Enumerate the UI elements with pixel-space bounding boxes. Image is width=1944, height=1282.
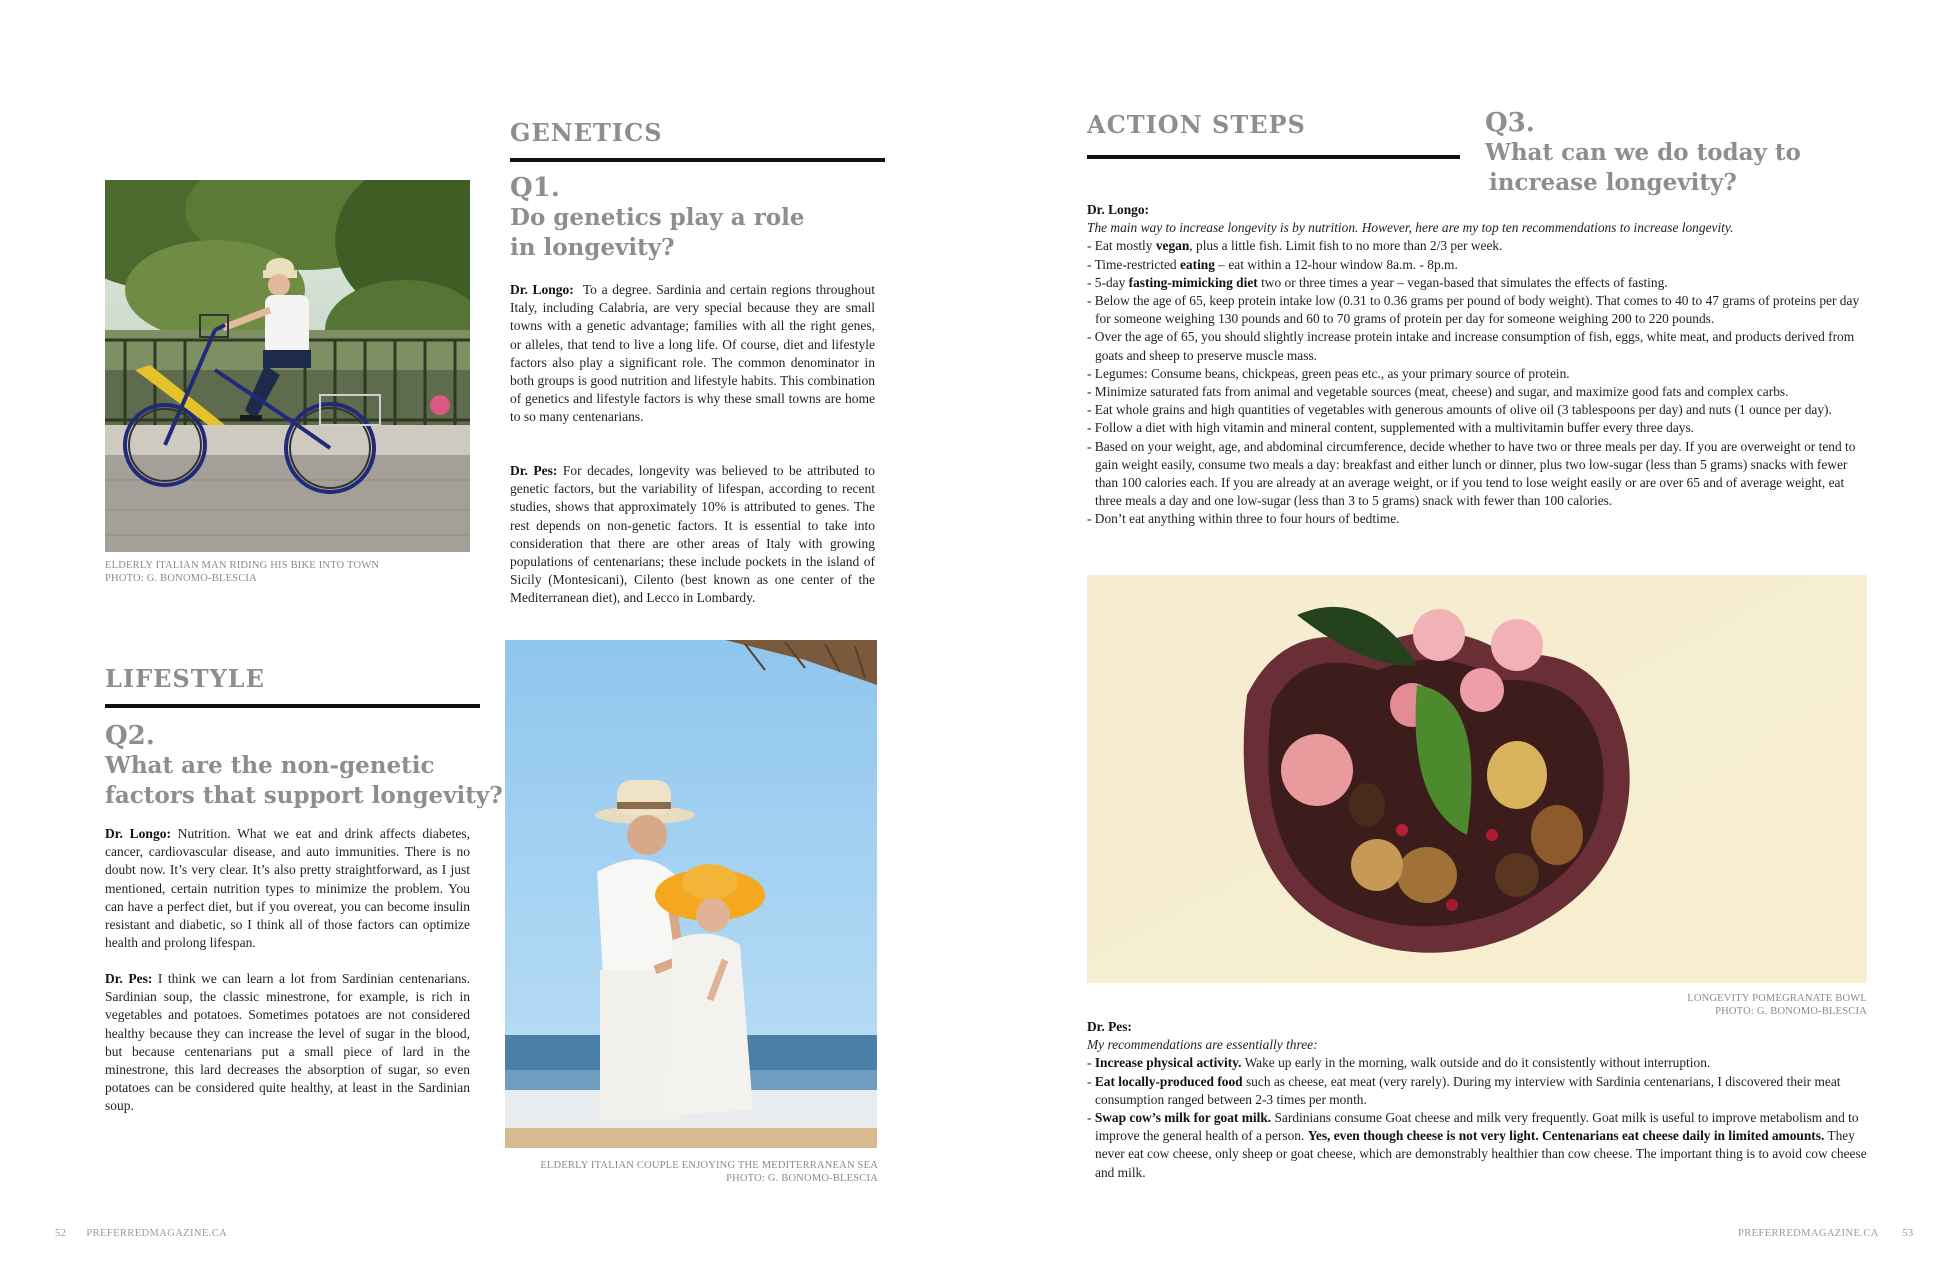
item-emphasis: eating	[1179, 256, 1215, 272]
answer-q1-longo	[510, 281, 875, 427]
item-emphasis: vegan	[1155, 238, 1190, 254]
item-emphasis: fasting-mimicking diet	[1128, 274, 1258, 290]
question-number: Q1.	[510, 173, 560, 203]
recommendation-item	[1087, 328, 1872, 364]
question-q3	[1485, 108, 1815, 198]
photo-bowl-caption	[1487, 992, 1867, 1018]
item-text: - Eat mostly	[1087, 238, 1156, 254]
item-text: - Below the age of 65, keep protein intake low (0.31 to 0.36 grams per pound of body weight). That comes to 40 to 47 grams of proteins per day for someone weighing 130 pounds and 60 to 70 grams of protein per day for someone weighing 200 to 220 pounds.	[1087, 293, 1860, 327]
item-text: Sardinians consume Goat cheese and milk very frequently. Goat milk is useful to improve metabolism and to improve the general health of a person.	[1095, 1110, 1859, 1144]
answer-text: To a degree. Sardinia and certain regions throughout Italy, including Calabria, are very special because they are small towns with a genetic advantage; families with all the right genes, or alleles, that tend to live a long life. Of course, diet and lifestyle factors also play a significant role. The common denominator in both groups is good nutrition and lifestyle habits. This combination of genetics and lifestyle factors is why these small towns are home to so many centenarians.	[510, 282, 875, 425]
answer-text: Nutrition. What we eat and drink affects diabetes, cancer, cardiovascular disease, and auto immunities. There is no doubt now. It’s very clear. It’s also pretty straightforward, as I just mentioned, certain nutrition types to minimize the problem. You can have a perfect diet, but if you overeat, you can become insulin resistant and diabetic, so I think all of those factors can optimize health and prolong lifespan.	[105, 826, 471, 951]
section-title-lifestyle: LIFESTYLE	[105, 664, 265, 693]
answer-text: I think we can learn a lot from Sardinian centenarians. Sardinian soup, the classic minestrone, for example, is rich in vegetables and potatoes. Sometimes potatoes are not considered healthy because they can increase the level of sugar in the blood, but because centenarians put a small piece of lard in the minestrone, this lard decreases the absorption of sugar, so even potatoes can be considered quite healthy, at least in the Sardinian soup.	[105, 971, 471, 1114]
photo-bike-caption	[105, 559, 505, 585]
question-line-1: Do genetics play a role	[510, 204, 805, 231]
recommendation-item	[1087, 274, 1872, 292]
answer-text: For decades, longevity was believed to be attributed to genetic factors, but the variability of lifespan, according to recent studies, shows that approximately 10% is attributed to genes. The rest depends on non-genetic factors. It is essential to take into consideration that there are other areas of Italy with growing populations of centenarians; these include pockets in the island of Sicily (Montesicani), Cilento (best known as one center of the Mediterranean diet), and Lecco in Lombardy.	[510, 463, 875, 606]
caption-line-1: LONGEVITY POMEGRANATE BOWL	[1687, 993, 1867, 1004]
question-line-2: factors that support longevity?	[105, 782, 503, 809]
footer-right	[1738, 1228, 1914, 1239]
recommendation-item	[1087, 365, 1872, 383]
photo-bike	[105, 180, 470, 552]
item-emphasis: Increase physical activity.	[1094, 1055, 1242, 1071]
recommendation-item	[1087, 419, 1872, 437]
section-rule-lifestyle	[105, 704, 480, 708]
question-q2	[105, 721, 505, 811]
item-text: such as cheese, eat meat (very rarely). During my interview with Sardinia centenarians, I discovered their meat consumption ranged between 2-3 times per month.	[1095, 1073, 1841, 1107]
recommendation-item	[1087, 510, 1872, 528]
page-number: 53	[1902, 1228, 1914, 1239]
item-text: - Based on your weight, age, and abdominal circumference, decide whether to have two or three meals per day. If you are overweight or tend to gain weight easily, consume two meals a day: breakfast and either lunch or dinner, plus two low-sugar (less than 5 grams) snacks with fewer than 100 calories each. If you are already at an average weight, or if you tend to lose weight easily or are over 65 and of average weight, eat three meals a day and one low-sugar (less than 3 to 5 grams) snack with fewer than 100 calories.	[1087, 438, 1856, 509]
bowl-photo-illustration	[1087, 575, 1867, 983]
speaker-label: Dr. Longo:	[105, 826, 171, 841]
pes-recommendations	[1087, 1018, 1872, 1182]
speaker-label: Dr. Pes:	[510, 463, 558, 478]
recommendations-intro: My recommendations are essentially three:	[1087, 1037, 1318, 1053]
caption-line-2: PHOTO: G. BONOMO-BLESCIA	[726, 1173, 878, 1184]
footer-site-link[interactable]: PREFERREDMAGAZINE.CA	[86, 1228, 228, 1239]
question-q1	[510, 173, 890, 263]
recommendation-item	[1087, 256, 1872, 274]
photo-couple	[505, 640, 877, 1148]
recommendation-item	[1087, 292, 1872, 328]
caption-line-1: ELDERLY ITALIAN MAN RIDING HIS BIKE INTO TOWN	[105, 560, 380, 571]
bike-photo-illustration	[105, 180, 470, 552]
speaker-label: Dr. Longo:	[1087, 202, 1150, 217]
question-line-2: increase longevity?	[1489, 169, 1737, 196]
recommendation-item	[1087, 383, 1872, 401]
item-text: - Over the age of 65, you should slightly increase protein intake and increase consumption of fish, eggs, white meat, and products derived from goats and sheep to preserve muscle mass.	[1087, 329, 1855, 363]
speaker-label: Dr. Pes:	[105, 971, 153, 986]
recommendation-item	[1087, 438, 1872, 511]
longo-recommendation-list	[1087, 237, 1872, 528]
footer-site-link[interactable]: PREFERREDMAGAZINE.CA	[1738, 1228, 1879, 1239]
item-text: - Minimize saturated fats from animal and vegetable sources (meat, cheese) and sugar, and maximize good fats and complex carbs.	[1087, 384, 1789, 400]
footer-left	[55, 1228, 227, 1239]
caption-line-1: ELDERLY ITALIAN COUPLE ENJOYING THE MEDITERRANEAN SEA	[540, 1160, 878, 1171]
recommendation-item: - Swap cow’s milk for goat milk. Sardinians consume Goat cheese and milk very frequently. Goat milk is useful to improve metabolism and to improve the general health of a person. Yes, even though cheese is not very light. Centenarians eat cheese daily in limited amounts. They never eat cow cheese, only sheep or goat cheese, which are demonstrably healthier than cow cheese. The important thing is to avoid cow cheese and milk.	[1087, 1110, 1867, 1180]
section-title-action-steps: ACTION STEPS	[1087, 110, 1306, 139]
section-rule-genetics	[510, 158, 885, 162]
item-text: – eat within a 12-hour window 8a.m. - 8p.m.	[1214, 256, 1458, 272]
item-text: - Legumes: Consume beans, chickpeas, green peas etc., as your primary source of protein.	[1087, 365, 1570, 381]
question-line-1: What are the non-genetic	[105, 752, 435, 779]
answer-q1-pes	[510, 462, 875, 608]
caption-line-2: PHOTO: G. BONOMO-BLESCIA	[105, 573, 257, 584]
question-line-1: What can we do today to	[1485, 139, 1801, 166]
longo-recommendations	[1087, 201, 1872, 529]
item-text: two or three times a year – vegan-based that simulates the effects of fasting.	[1257, 274, 1668, 290]
item-text: - Eat whole grains and high quantities of vegetables with generous amounts of olive oil (3 tablespoons per day) and nuts (1 ounce per day).	[1087, 402, 1832, 418]
item-text: - 5-day	[1087, 274, 1129, 290]
photo-couple-caption	[505, 1159, 878, 1185]
item-text: They never eat cow cheese, only sheep or goat cheese, which are demonstrably healthier than cow cheese. The important thing is to avoid cow cheese and milk.	[1095, 1128, 1867, 1180]
item-text: - Time-restricted	[1087, 256, 1180, 272]
question-number: Q3.	[1485, 108, 1535, 138]
question-line-2: in longevity?	[510, 234, 675, 261]
item-text: Wake up early in the morning, walk outside and do it consistently without interruption.	[1241, 1055, 1711, 1071]
speaker-label: Dr. Longo:	[510, 282, 574, 297]
section-rule-action	[1087, 155, 1460, 159]
item-emphasis: Eat locally-produced food	[1094, 1073, 1243, 1089]
item-text: - Follow a diet with high vitamin and mineral content, supplemented with a multivitamin buffer every three days.	[1087, 420, 1695, 436]
recommendation-item: - Increase physical activity. Wake up early in the morning, walk outside and do it consistently without interruption.	[1087, 1055, 1711, 1071]
item-text: , plus a little fish. Limit fish to no more than 2/3 per week.	[1189, 238, 1503, 254]
recommendation-item	[1087, 237, 1872, 255]
answer-q2-longo	[105, 825, 470, 952]
recommendations-intro: The main way to increase longevity is by nutrition. However, here are my top ten recommendations to increase longevity.	[1087, 220, 1734, 236]
section-title-genetics: GENETICS	[510, 118, 663, 147]
page-number: 52	[55, 1228, 67, 1239]
answer-q2-pes	[105, 970, 470, 1116]
caption-line-2: PHOTO: G. BONOMO-BLESCIA	[1715, 1006, 1867, 1017]
question-number: Q2.	[105, 721, 155, 751]
item-emphasis: Yes, even though cheese is not very light. Centenarians eat cheese daily in limited amounts.	[1307, 1128, 1825, 1144]
speaker-label: Dr. Pes:	[1087, 1019, 1132, 1034]
pes-recommendation-list	[1087, 1054, 1872, 1181]
recommendation-item: - Eat locally-produced food such as cheese, eat meat (very rarely). During my interview with Sardinia centenarians, I discovered their meat consumption ranged between 2-3 times per month.	[1087, 1073, 1841, 1107]
recommendation-item	[1087, 401, 1872, 419]
couple-photo-illustration	[505, 640, 877, 1148]
item-text: - Don’t eat anything within three to four hours of bedtime.	[1087, 511, 1400, 527]
photo-bowl	[1087, 575, 1867, 983]
item-emphasis: Swap cow’s milk for goat milk.	[1094, 1110, 1272, 1126]
